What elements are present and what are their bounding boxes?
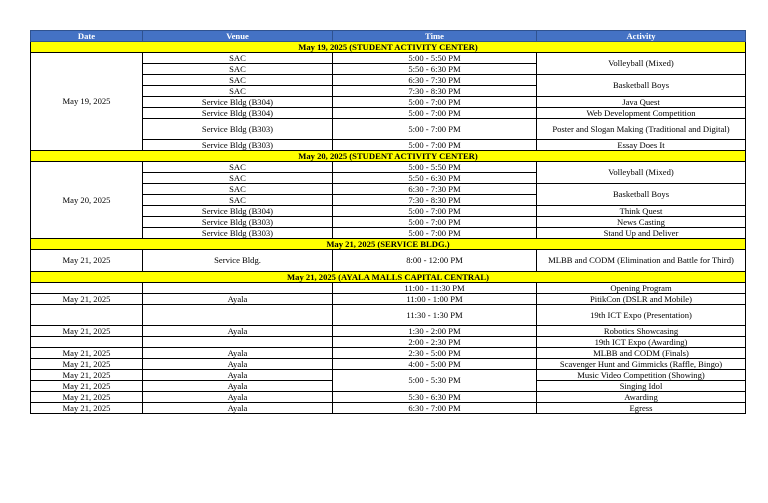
- time-cell: 6:30 - 7:00 PM: [333, 403, 537, 414]
- venue-cell: Ayala: [143, 326, 333, 337]
- activity-cell: Egress: [537, 403, 746, 414]
- venue-cell: Ayala: [143, 370, 333, 381]
- activity-cell: Scavenger Hunt and Gimmicks (Raffle, Bingo): [537, 359, 746, 370]
- time-cell: 5:50 - 6:30 PM: [333, 173, 537, 184]
- date-cell: May 21, 2025: [31, 250, 143, 272]
- time-cell: 2:00 - 2:30 PM: [333, 337, 537, 348]
- date-cell: [31, 305, 143, 326]
- time-cell: 5:00 - 7:00 PM: [333, 108, 537, 119]
- venue-cell: Ayala: [143, 348, 333, 359]
- activity-cell: Singing Idol: [537, 381, 746, 392]
- activity-cell: Music Video Competition (Showing): [537, 370, 746, 381]
- venue-cell: Ayala: [143, 403, 333, 414]
- table-row: [31, 403, 746, 414]
- venue-cell: Service Bldg (B304): [143, 206, 333, 217]
- venue-cell: SAC: [143, 162, 333, 173]
- table-row: [31, 326, 746, 337]
- venue-cell: Service Bldg (B304): [143, 97, 333, 108]
- date-cell: May 21, 2025: [31, 348, 143, 359]
- venue-cell: Service Bldg (B303): [143, 119, 333, 140]
- time-cell: 6:30 - 7:30 PM: [333, 75, 537, 86]
- date-cell: May 19, 2025: [31, 53, 143, 151]
- table-row: [31, 162, 746, 173]
- time-cell: 5:00 - 7:00 PM: [333, 97, 537, 108]
- time-cell: 5:00 - 7:00 PM: [333, 119, 537, 140]
- date-cell: [31, 283, 143, 294]
- header-date: Date: [31, 31, 143, 42]
- table-row: [31, 250, 746, 272]
- schedule-table: [30, 30, 746, 414]
- venue-cell: Ayala: [143, 381, 333, 392]
- activity-cell: Volleyball (Mixed): [537, 53, 746, 75]
- venue-cell: SAC: [143, 53, 333, 64]
- date-cell: [31, 337, 143, 348]
- venue-cell: Service Bldg (B304): [143, 108, 333, 119]
- table-row: [31, 283, 746, 294]
- venue-cell: Service Bldg (B303): [143, 140, 333, 151]
- section-title: May 21, 2025 (AYALA MALLS CAPITAL CENTRAL): [31, 272, 746, 283]
- section-title: May 20, 2025 (STUDENT ACTIVITY CENTER): [31, 151, 746, 162]
- table-row: [31, 294, 746, 305]
- date-cell: May 21, 2025: [31, 392, 143, 403]
- time-cell: 5:00 - 5:50 PM: [333, 53, 537, 64]
- section-header-may19: [31, 42, 746, 53]
- header-venue: Venue: [143, 31, 333, 42]
- activity-cell: Robotics Showcasing: [537, 326, 746, 337]
- venue-cell: Ayala: [143, 294, 333, 305]
- date-cell: May 21, 2025: [31, 326, 143, 337]
- table-row: [31, 337, 746, 348]
- section-title: May 19, 2025 (STUDENT ACTIVITY CENTER): [31, 42, 746, 53]
- section-header-may20: [31, 151, 746, 162]
- table-row: [31, 392, 746, 403]
- time-cell: 5:00 - 5:50 PM: [333, 162, 537, 173]
- venue-cell: SAC: [143, 173, 333, 184]
- time-cell: 5:00 - 7:00 PM: [333, 228, 537, 239]
- time-cell: 5:00 - 7:00 PM: [333, 206, 537, 217]
- time-cell: 7:30 - 8:30 PM: [333, 86, 537, 97]
- time-cell: 5:00 - 7:00 PM: [333, 140, 537, 151]
- venue-cell: Ayala: [143, 359, 333, 370]
- section-title: May 21, 2025 (SERVICE BLDG.): [31, 239, 746, 250]
- time-cell: 5:30 - 6:30 PM: [333, 392, 537, 403]
- venue-cell: Service Bldg (B303): [143, 217, 333, 228]
- time-cell: 8:00 - 12:00 PM: [333, 250, 537, 272]
- time-cell: 5:00 - 7:00 PM: [333, 217, 537, 228]
- table-row: [31, 305, 746, 326]
- activity-cell: Stand Up and Deliver: [537, 228, 746, 239]
- activity-cell: MLBB and CODM (Finals): [537, 348, 746, 359]
- header-activity: Activity: [537, 31, 746, 42]
- activity-cell: Web Development Competition: [537, 108, 746, 119]
- activity-cell: Essay Does It: [537, 140, 746, 151]
- table-row: [31, 359, 746, 370]
- venue-cell: Ayala: [143, 392, 333, 403]
- activity-cell: Poster and Slogan Making (Traditional and Digital): [537, 119, 746, 140]
- time-cell: 11:00 - 11:30 PM: [333, 283, 537, 294]
- venue-cell: [143, 283, 333, 294]
- date-cell: May 20, 2025: [31, 162, 143, 239]
- activity-cell: Java Quest: [537, 97, 746, 108]
- venue-cell: [143, 337, 333, 348]
- table-row: [31, 53, 746, 64]
- activity-cell: Basketball Boys: [537, 75, 746, 97]
- date-cell: May 21, 2025: [31, 294, 143, 305]
- date-cell: May 21, 2025: [31, 381, 143, 392]
- time-cell: 5:50 - 6:30 PM: [333, 64, 537, 75]
- activity-cell: News Casting: [537, 217, 746, 228]
- activity-cell: 19th ICT Expo (Awarding): [537, 337, 746, 348]
- venue-cell: Service Bldg (B303): [143, 228, 333, 239]
- venue-cell: SAC: [143, 86, 333, 97]
- section-header-service-bldg: [31, 239, 746, 250]
- time-cell: 1:30 - 2:00 PM: [333, 326, 537, 337]
- venue-cell: Service Bldg.: [143, 250, 333, 272]
- venue-cell: [143, 305, 333, 326]
- date-cell: May 21, 2025: [31, 359, 143, 370]
- venue-cell: SAC: [143, 64, 333, 75]
- time-cell: 5:00 - 5:30 PM: [333, 370, 537, 392]
- table-row: [31, 348, 746, 359]
- venue-cell: SAC: [143, 184, 333, 195]
- activity-cell: MLBB and CODM (Elimination and Battle for Third): [537, 250, 746, 272]
- activity-cell: Opening Program: [537, 283, 746, 294]
- activity-cell: Basketball Boys: [537, 184, 746, 206]
- time-cell: 11:30 - 1:30 PM: [333, 305, 537, 326]
- date-cell: May 21, 2025: [31, 370, 143, 381]
- venue-cell: SAC: [143, 75, 333, 86]
- venue-cell: SAC: [143, 195, 333, 206]
- header-row: [31, 31, 746, 42]
- time-cell: 7:30 - 8:30 PM: [333, 195, 537, 206]
- header-time: Time: [333, 31, 537, 42]
- activity-cell: Volleyball (Mixed): [537, 162, 746, 184]
- activity-cell: PitikCon (DSLR and Mobile): [537, 294, 746, 305]
- activity-cell: Think Quest: [537, 206, 746, 217]
- activity-cell: Awarding: [537, 392, 746, 403]
- time-cell: 11:00 - 1:00 PM: [333, 294, 537, 305]
- time-cell: 6:30 - 7:30 PM: [333, 184, 537, 195]
- date-cell: May 21, 2025: [31, 403, 143, 414]
- table-row: [31, 370, 746, 381]
- time-cell: 4:00 - 5:00 PM: [333, 359, 537, 370]
- time-cell: 2:30 - 5:00 PM: [333, 348, 537, 359]
- activity-cell: 19th ICT Expo (Presentation): [537, 305, 746, 326]
- section-header-ayala: [31, 272, 746, 283]
